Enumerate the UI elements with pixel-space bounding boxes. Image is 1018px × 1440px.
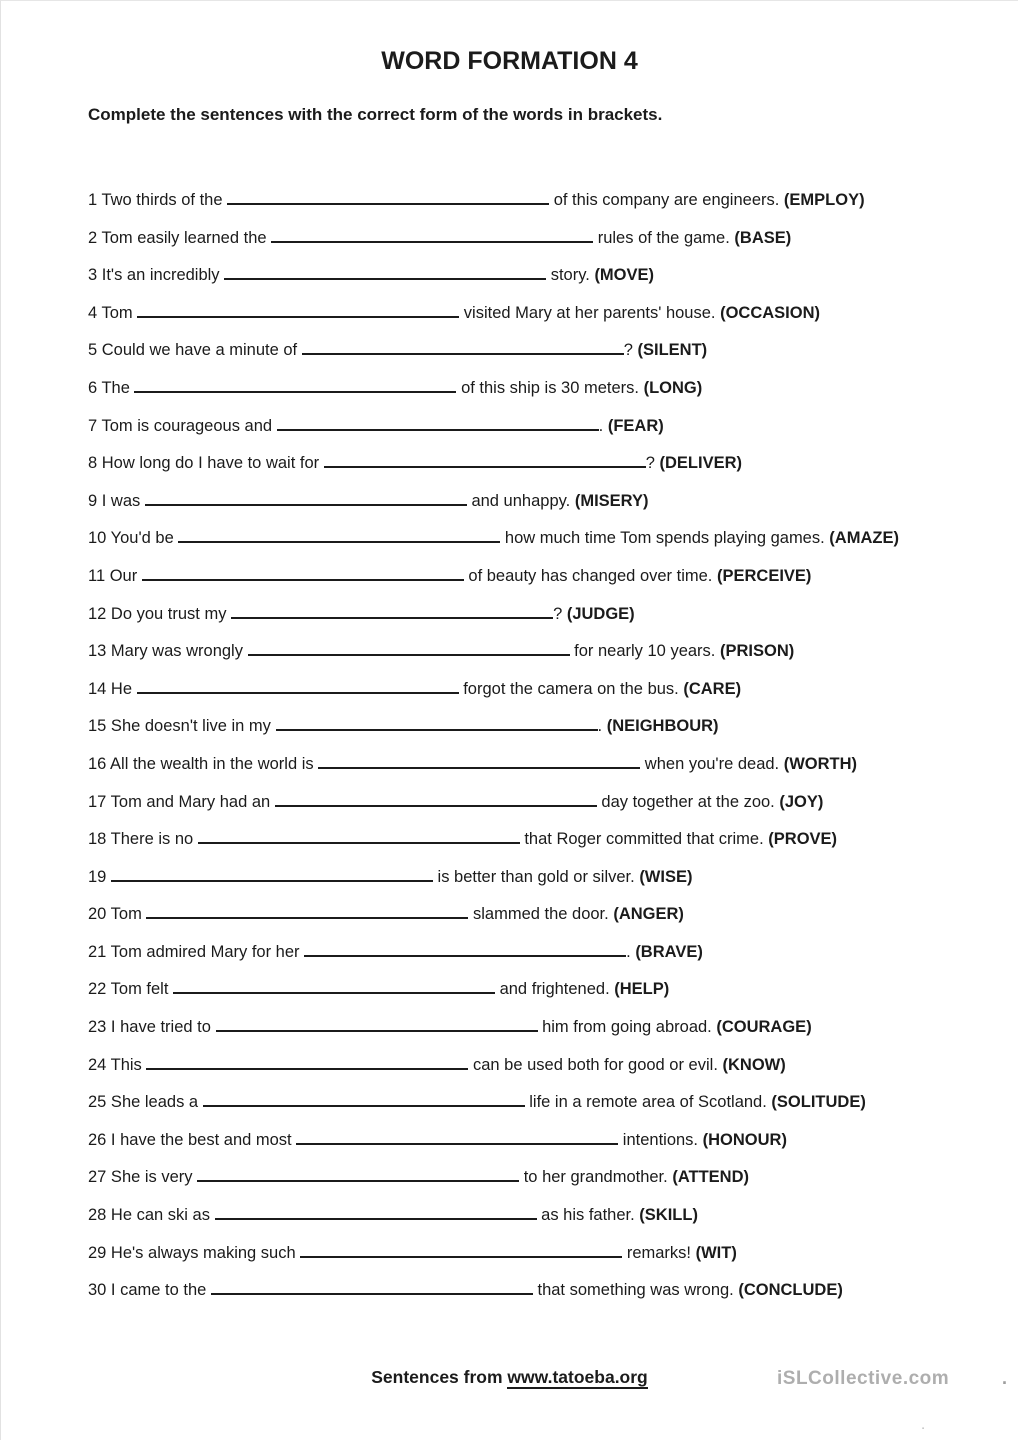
item-text-before: 30 I came to the xyxy=(88,1281,211,1300)
exercise-item xyxy=(88,981,968,998)
exercise-item xyxy=(88,1169,968,1186)
answer-blank-27[interactable] xyxy=(197,1170,519,1182)
item-hint-word: (HONOUR) xyxy=(702,1130,787,1149)
answer-blank-28[interactable] xyxy=(215,1208,537,1220)
exercise-item xyxy=(88,718,968,735)
answer-blank-2[interactable] xyxy=(271,231,593,243)
item-text-after: to her grandmother. xyxy=(519,1168,668,1187)
exercise-item xyxy=(88,418,968,435)
exercise-item xyxy=(88,643,968,660)
item-text-before: 13 Mary was wrongly xyxy=(88,642,248,661)
item-text-after: story. xyxy=(546,266,590,285)
item-text-before: 19 xyxy=(88,867,111,886)
exercise-item xyxy=(88,1132,968,1149)
item-hint-word: (PROVE) xyxy=(768,830,838,849)
item-text-after: forgot the camera on the bus. xyxy=(458,679,679,698)
watermark-islcollective: iSLCollective.com xyxy=(777,1368,950,1389)
item-hint-word: (PERCEIVE) xyxy=(716,566,812,585)
item-text-after: slammed the door. xyxy=(468,905,609,924)
item-hint-word: (FEAR) xyxy=(607,416,664,435)
source-link: www.tatoeba.org xyxy=(507,1367,648,1387)
item-hint-word: (SOLITUDE) xyxy=(771,1093,866,1112)
item-hint-word: (KNOW) xyxy=(722,1055,786,1074)
item-text-before: 16 All the wealth in the world is xyxy=(88,754,319,773)
exercise-item xyxy=(88,1207,968,1224)
item-text-after: and frightened. xyxy=(495,980,610,999)
item-text-before: 9 I was xyxy=(88,491,145,510)
item-text-after: visited Mary at her parents' house. xyxy=(459,303,716,322)
answer-blank-22[interactable] xyxy=(173,982,495,994)
scan-artifact-dot: . xyxy=(1002,1368,1008,1388)
item-text-after: life in a remote area of Scotland. xyxy=(524,1093,767,1112)
item-hint-word: (WORTH) xyxy=(783,754,858,773)
item-text-after: . xyxy=(598,416,604,435)
source-prefix: Sentences from xyxy=(371,1367,508,1387)
exercise-item xyxy=(88,944,968,961)
item-hint-word: (CONCLUDE) xyxy=(738,1281,843,1300)
answer-blank-8[interactable] xyxy=(324,456,646,468)
answer-blank-13[interactable] xyxy=(248,644,570,656)
item-text-after: for nearly 10 years. xyxy=(569,642,716,661)
exercise-item xyxy=(88,530,968,547)
item-text-before: 11 Our xyxy=(88,566,142,585)
item-text-after: intentions. xyxy=(618,1130,699,1149)
answer-blank-14[interactable] xyxy=(137,682,459,694)
exercise-item xyxy=(88,1057,968,1074)
exercise-item xyxy=(88,267,968,284)
item-text-before: 1 Two thirds of the xyxy=(88,191,228,209)
item-text-before: 20 Tom xyxy=(88,905,147,924)
item-hint-word: (EMPLOY) xyxy=(783,191,865,209)
exercise-item xyxy=(88,568,968,585)
answer-blank-18[interactable] xyxy=(198,832,520,844)
answer-blank-16[interactable] xyxy=(318,757,640,769)
item-hint-word: (SKILL) xyxy=(639,1206,698,1225)
item-text-after: ? xyxy=(645,454,655,473)
answer-blank-25[interactable] xyxy=(203,1095,525,1107)
item-text-before: 17 Tom and Mary had an xyxy=(88,792,275,811)
item-hint-word: (MISERY) xyxy=(574,491,649,510)
item-text-before: 3 It's an incredibly xyxy=(88,266,225,285)
exercise-item xyxy=(88,906,968,923)
item-text-before: 15 She doesn't live in my xyxy=(88,717,276,736)
answer-blank-12[interactable] xyxy=(231,607,553,619)
answer-blank-4[interactable] xyxy=(137,306,459,318)
exercise-item xyxy=(88,831,968,848)
answer-blank-6[interactable] xyxy=(134,381,456,393)
exercise-item xyxy=(88,794,968,811)
exercise-item xyxy=(88,869,968,886)
item-hint-word: (PRISON) xyxy=(719,642,795,661)
item-text-after: day together at the zoo. xyxy=(596,792,775,811)
item-text-after: ? xyxy=(553,604,563,623)
answer-blank-24[interactable] xyxy=(146,1058,468,1070)
item-text-before: 18 There is no xyxy=(88,830,198,849)
item-hint-word: (WIT) xyxy=(695,1243,737,1262)
answer-blank-15[interactable] xyxy=(276,719,598,731)
item-text-before: 12 Do you trust my xyxy=(88,604,232,623)
scan-artifact-dot: . xyxy=(921,1416,926,1433)
page-title: WORD FORMATION 4 xyxy=(381,47,638,75)
answer-blank-10[interactable] xyxy=(178,531,500,543)
item-hint-word: (MOVE) xyxy=(594,266,655,285)
exercise-item xyxy=(88,230,968,247)
item-text-before: 6 The xyxy=(88,378,135,397)
answer-blank-21[interactable] xyxy=(304,945,626,957)
answer-blank-17[interactable] xyxy=(275,795,597,807)
exercise-list xyxy=(88,192,968,1320)
answer-blank-29[interactable] xyxy=(300,1246,622,1258)
answer-blank-20[interactable] xyxy=(146,907,468,919)
exercise-item xyxy=(88,681,968,698)
item-text-after: can be used both for good or evil. xyxy=(468,1055,718,1074)
item-text-after: ? xyxy=(623,341,633,360)
answer-blank-11[interactable] xyxy=(142,569,464,581)
item-text-before: 22 Tom felt xyxy=(88,980,173,999)
answer-blank-7[interactable] xyxy=(277,419,599,431)
item-text-after: how much time Tom spends playing games. xyxy=(500,529,825,548)
exercise-item xyxy=(88,305,968,322)
answer-blank-9[interactable] xyxy=(145,494,467,506)
item-hint-word: (AMAZE) xyxy=(829,529,899,548)
answer-blank-19[interactable] xyxy=(111,870,433,882)
item-text-after: as his father. xyxy=(536,1206,635,1225)
item-text-before: 25 She leads a xyxy=(88,1093,203,1112)
exercise-item xyxy=(88,192,968,209)
exercise-item xyxy=(88,606,968,623)
item-text-before: 10 You'd be xyxy=(88,529,179,548)
item-hint-word: (COURAGE) xyxy=(716,1018,812,1037)
item-hint-word: (SILENT) xyxy=(637,341,708,360)
item-text-after: and unhappy. xyxy=(466,491,571,510)
item-hint-word: (JOY) xyxy=(779,792,824,811)
item-text-after: that something was wrong. xyxy=(532,1281,734,1300)
item-text-before: 4 Tom xyxy=(88,303,138,322)
item-text-after: him from going abroad. xyxy=(537,1018,712,1037)
item-text-before: 27 She is very xyxy=(88,1168,198,1187)
item-hint-word: (HELP) xyxy=(614,980,670,999)
exercise-item xyxy=(88,455,968,472)
item-hint-word: (LONG) xyxy=(643,378,703,397)
item-text-after: that Roger committed that crime. xyxy=(519,830,764,849)
item-hint-word: (DELIVER) xyxy=(659,454,742,473)
item-text-before: 5 Could we have a minute of xyxy=(88,341,302,360)
item-text-after: rules of the game. xyxy=(593,228,730,247)
item-text-before: 23 I have tried to xyxy=(88,1018,216,1037)
item-hint-word: (JUDGE) xyxy=(566,604,635,623)
answer-blank-1[interactable] xyxy=(227,193,549,205)
item-text-before: 14 He xyxy=(88,679,137,698)
item-text-before: 7 Tom is courageous and xyxy=(88,416,277,435)
item-hint-word: (CARE) xyxy=(683,679,742,698)
exercise-item xyxy=(88,756,968,773)
item-hint-word: (NEIGHBOUR) xyxy=(606,717,719,736)
answer-blank-26[interactable] xyxy=(296,1133,618,1145)
item-text-after: is better than gold or silver. xyxy=(432,867,635,886)
instruction-text: Complete the sentences with the correct form of the words in brackets. xyxy=(88,105,663,124)
item-text-after: . xyxy=(597,717,603,736)
item-hint-word: (BRAVE) xyxy=(635,942,703,961)
answer-blank-30[interactable] xyxy=(211,1283,533,1295)
item-text-after: of this company are engineers. xyxy=(549,191,780,209)
exercise-item xyxy=(88,1094,968,1111)
exercise-item xyxy=(88,1019,968,1036)
item-text-after: when you're dead. xyxy=(640,754,780,773)
answer-blank-3[interactable] xyxy=(224,268,546,280)
answer-blank-23[interactable] xyxy=(216,1020,538,1032)
item-text-before: 21 Tom admired Mary for her xyxy=(88,942,305,961)
item-hint-word: (WISE) xyxy=(639,867,693,886)
item-text-after: remarks! xyxy=(622,1243,692,1262)
item-hint-word: (BASE) xyxy=(734,228,792,247)
item-text-before: 24 This xyxy=(88,1055,147,1074)
item-hint-word: (ANGER) xyxy=(613,905,684,924)
exercise-item xyxy=(88,493,968,510)
exercise-item xyxy=(88,1245,968,1262)
item-text-after: . xyxy=(626,942,631,961)
exercise-item xyxy=(88,1282,968,1299)
item-text-after: of beauty has changed over time. xyxy=(463,566,713,585)
answer-blank-5[interactable] xyxy=(302,343,624,355)
item-text-before: 28 He can ski as xyxy=(88,1206,215,1225)
item-hint-word: (OCCASION) xyxy=(720,303,821,322)
item-text-after: of this ship is 30 meters. xyxy=(456,378,639,397)
item-text-before: 2 Tom easily learned the xyxy=(88,228,272,247)
item-hint-word: (ATTEND) xyxy=(672,1168,750,1187)
exercise-item xyxy=(88,342,968,359)
item-text-before: 8 How long do I have to wait for xyxy=(88,454,324,473)
exercise-item xyxy=(88,380,968,397)
item-text-before: 29 He's always making such xyxy=(88,1243,301,1262)
item-text-before: 26 I have the best and most xyxy=(88,1130,297,1149)
